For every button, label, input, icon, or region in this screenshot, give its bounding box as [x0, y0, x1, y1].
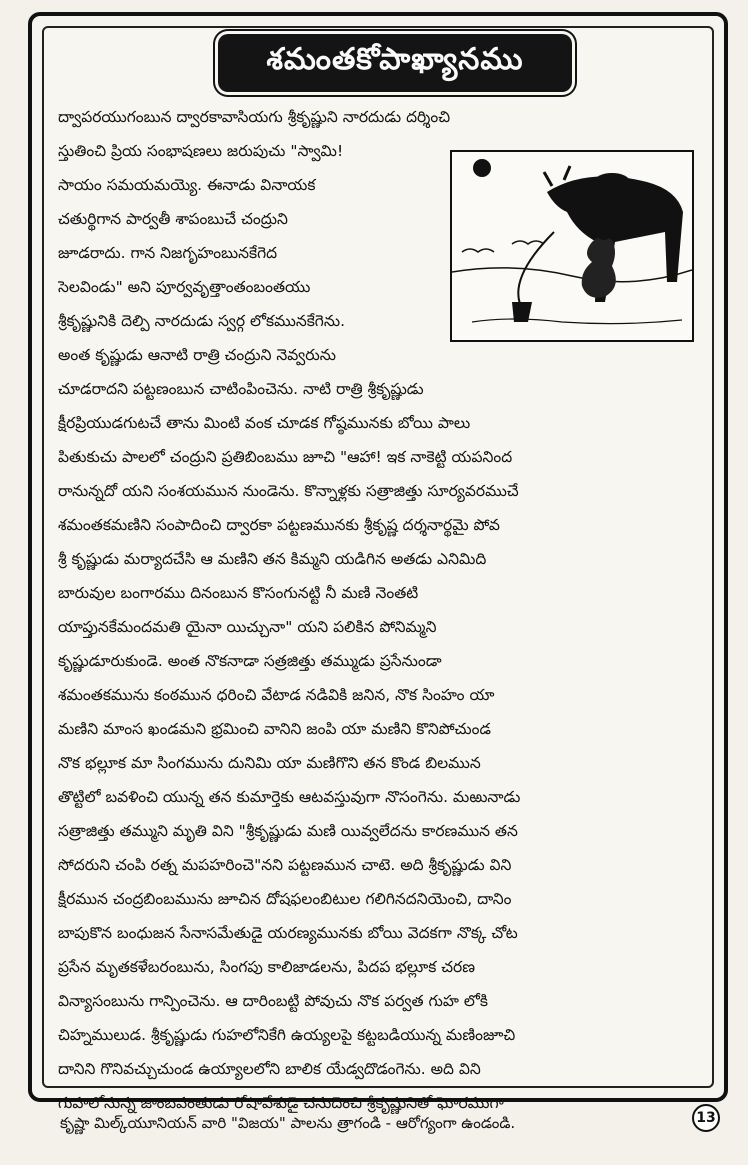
- title-banner: [218, 34, 572, 92]
- page-number: 13: [692, 1104, 720, 1132]
- story-line: సెలవిండు" అని పూర్వవృత్తాంతంబంతయు: [58, 278, 311, 296]
- story-line: ప్రసేన మృతకళేబరంబును, సింగపు కాలిజాడలను, పిదప భల్లూక చరణ: [58, 958, 476, 976]
- story-line: సాయం సమయమయ్యె. ఈనాడు వినాయక: [58, 176, 316, 194]
- story-line: చూడరాదని పట్టణంబున చాటింపించెను. నాటి రాత్రి శ్రీకృష్ణుడు: [58, 380, 424, 398]
- story-line: సత్రాజిత్తు తమ్ముని మృతి విని "శ్రీకృష్ణుడు మణి యివ్వలేదను కారణమున తన: [58, 822, 518, 840]
- story-line: క్షీరప్రియుడగుటచే తాను మింటి వంక చూడక గోష్ఠమునకు బోయి పాలు: [58, 414, 471, 432]
- krishna-milking-cow-illustration: [450, 150, 694, 342]
- story-line: మణిని మాంస ఖండమని భ్రమించి వానిని జంపి యా మణిని కొనిపోచుండ: [58, 720, 491, 738]
- page-title: శమంతకోపాఖ్యానము: [266, 42, 524, 77]
- story-line: బాపుకొన బంధుజన సేనాసమేతుడై యరణ్యమునకు బోయి వెదకగా నొక్క చోట: [58, 924, 518, 942]
- story-line: ద్వాపరయుగంబున ద్వారకావాసియగు శ్రీకృష్ణుని నారదుడు దర్శించి: [58, 108, 451, 126]
- story-line: క్షీరమున చంద్రబింబమును జూచిన దోషఫలంబిటుల గలిగినదనియెంచి, దానిం: [58, 890, 512, 908]
- story-line: యాప్తునకేమందమతి యైనా యిచ్చునా" యని పలికిన పోనిమ్మని: [58, 618, 437, 636]
- illustration-drawing: [452, 152, 692, 340]
- story-line: నొక భల్లూక మా సింగమును దునిమి యా మణిగొని తన కొండ బిలమున: [58, 754, 481, 772]
- story-line: కృష్ణుడూరుకుండె. అంత నొకనాడా సత్రజిత్తు తమ్ముడు ప్రసేనుండా: [58, 652, 442, 670]
- story-line: దానిని గొనివచ్చుచుండ ఉయ్యాలలోని బాలిక యేడ్వదొడంగెను. అది విని: [58, 1060, 481, 1078]
- story-line: శమంతకమును కంఠమున ధరించి వేటాడ నడివికి జనిన, నొక సింహం యా: [58, 686, 495, 704]
- story-line: తొట్టిలో బవళించి యున్న తన కుమార్తెకు ఆటవస్తువుగా నొసంగెను. మఱునాడు: [58, 788, 521, 806]
- story-line: స్తుతించి ప్రియ సంభాషణలు జరుపుచు "స్వామి!: [58, 142, 344, 160]
- story-line: అంత కృష్ణుడు ఆనాటి రాత్రి చంద్రుని నెవ్వరును: [58, 346, 337, 364]
- story-line: శమంతకమణిని సంపాదించి ద్వారకా పట్టణమునకు శ్రీకృష్ణ దర్శనార్థమై పోవ: [58, 516, 500, 534]
- story-line: విన్యాసంబును గాన్పించెను. ఆ దారింబట్టి పోవుచు నొక పర్వత గుహ లోకి: [58, 992, 488, 1010]
- story-line: గుహలోనున్న జాంబవంతుడు రోషావేశుడై చనుదెంచి శ్రీకృష్ణునితో ఘోరముగా: [58, 1094, 504, 1112]
- footer-advert: కృష్ణా మిల్క్‌యూనియన్ వారి "విజయ" పాలను త్రాగండి - ఆరోగ్యంగా ఉండండి.: [60, 1114, 516, 1132]
- story-line: రానున్నదో యని సంశయమున నుండెను. కొన్నాళ్లకు సత్రాజిత్తు సూర్యవరముచే: [58, 482, 519, 500]
- story-line: బారువుల బంగారము దినంబున కొసంగునట్టి నీ మణి నెంతటి: [58, 584, 419, 602]
- story-line: జూడరాదు. గాన నిజగృహంబునకేగెద: [58, 244, 278, 262]
- story-line: చిహ్నములుడ. శ్రీకృష్ణుడు గుహలోనికేగి ఉయ్యలపై కట్టబడియున్న మణింజూచి: [58, 1026, 516, 1044]
- story-line: శ్రీకృష్ణునికి దెల్పి నారదుడు స్వర్గ లోకమునకేగెను.: [58, 312, 346, 330]
- story-line: చతుర్థిగాన పార్వతీ శాపంబుచే చంద్రుని: [58, 210, 288, 228]
- story-line: పితుకుచు పాలలో చంద్రుని ప్రతిబింబము జూచి "ఆహా! ఇక నాకెట్టి యపనింద: [58, 448, 513, 466]
- story-line: శ్రీ కృష్ణుడు మర్యాదచేసి ఆ మణిని తన కిమ్మని యడిగిన అతడు ఎనిమిది: [58, 550, 487, 568]
- story-line: సోదరుని చంపి రత్న మపహరించె"నని పట్టణమున చాటె. అది శ్రీకృష్ణుడు విని: [58, 856, 512, 874]
